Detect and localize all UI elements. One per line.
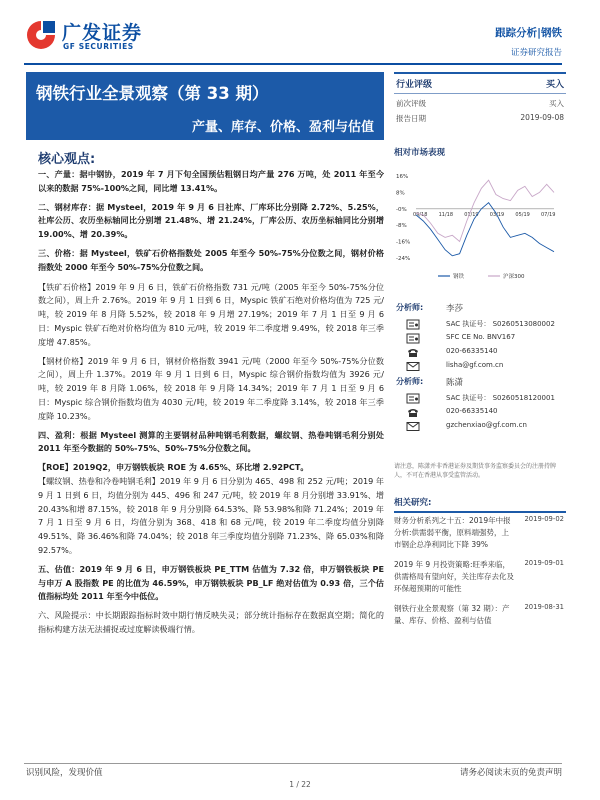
rating-row-label: 前次评级 (396, 99, 426, 108)
rating-row-value: 买入 (549, 99, 564, 108)
analyst-header (394, 300, 566, 318)
core-point-production: 一、产量：据中钢协，2019 年 7 月下旬全国预估粗钢日均产量 276 万吨，处 2011 年至今以来的数据 75%-100%之间，同比增 13.41%。 (38, 169, 384, 193)
analyst-info-text: SAC 执证号： S0260518120001 (446, 394, 555, 402)
report-category-block (495, 25, 562, 58)
analyst-info-row (394, 360, 566, 374)
core-viewpoints-title: 核心观点: (38, 152, 96, 167)
rating-heading-value: 买入 (545, 80, 564, 90)
related-research-item[interactable] (394, 515, 566, 551)
analyst-info-row (394, 406, 566, 420)
analyst-info-row (394, 318, 566, 332)
y-tick-label: -0% (396, 206, 407, 213)
report-title: 钢铁行业全景观察（第 33 期） (36, 84, 269, 103)
x-tick-label: 05/19 (515, 211, 530, 218)
rating-panel (394, 72, 566, 124)
analyst-info-row (394, 392, 566, 406)
report-category: 跟踪分析|钢铁 (495, 27, 562, 39)
report-type: 证券研究报告 (510, 48, 562, 58)
email-icon (406, 361, 420, 372)
certificate-icon (406, 319, 420, 330)
analyst-email[interactable]: gzchenxiao@gf.com.cn (446, 421, 527, 429)
analyst-info-row (394, 332, 566, 346)
analyst-disclaimer: 请注意，陈潇并非香港证券及期货事务监察委员会的注册持牌人，不可在香港从事受监管活动。 (394, 463, 557, 479)
rating-row (394, 109, 566, 124)
related-research-date: 2019-09-02 (524, 515, 564, 523)
rating-row (394, 94, 566, 109)
core-detail-roe: 【ROE】2019Q2，申万钢铁板块 ROE 为 4.65%、环比增 2.92PCT。 (38, 462, 309, 473)
logo-text-cn: 广发证券 (62, 22, 143, 44)
y-tick-label: -8% (396, 223, 407, 230)
analyst-info-text: SAC 执证号： S0260513080002 (446, 320, 555, 328)
core-point-profit: 四、盈利：根据 Mysteel 测算的主要钢材品种吨钢毛利数据，螺纹钢、热卷吨钢毛利分别处 2011 年至今数据的 50%-75%、50%-75%分位数之间。 (38, 429, 384, 454)
y-tick-label: 16% (396, 174, 409, 181)
logo-mark-icon (24, 18, 58, 52)
core-point-price: 三、价格：据 Mysteel，铁矿石价格指数处 2005 年至今 50%-75%分位数之间，钢材价格指数处 2000 年至今 50%-75%分位数之间。 (38, 247, 384, 272)
x-tick-label: 07/19 (541, 211, 556, 218)
core-point-inventory: 二、钢材库存：据 Mysteel，2019 年 9 月 6 日社库、厂库环比分别降 2.72%、5.25%，社库公历、农历坐标轴同比分别增 21.48%、增 21.24%，厂库公历、农历坐标轴同比分别增 19.00%、增 20.39%。 (38, 201, 384, 240)
core-point-risk: 六、风险提示：中长期跟踪指标时效中期行情反映失灵；部分统计指标存在数据真空期；简化的指标构建方法无法捕捉或过度解读极端行情。 (38, 610, 384, 634)
company-logo (24, 18, 174, 54)
analyst-info-text: 020-66335140 (446, 347, 498, 355)
related-research-list (394, 515, 566, 635)
related-research-item[interactable] (394, 603, 566, 627)
y-tick-label: 8% (396, 190, 405, 197)
footer-slogan: 识别风险，发现价值 (26, 768, 103, 778)
rating-header (394, 72, 566, 94)
logo-text-en: GF SECURITIES (63, 42, 134, 51)
analyst-info-row (394, 346, 566, 360)
x-tick-label: 01/19 (464, 211, 479, 218)
analyst-info-row (394, 420, 566, 434)
rating-row-label: 报告日期 (396, 114, 426, 123)
related-research-text: 2019 年 9 月投资策略:旺季来临，供需格局有望向好，关注库存去化及环保超预期的可能性 (394, 560, 514, 593)
page-number: 1 / 22 (289, 780, 311, 789)
rating-heading: 行业评级 (396, 80, 433, 90)
related-research-date: 2019-09-01 (524, 559, 564, 567)
x-tick-label: 09/18 (413, 211, 428, 218)
y-tick-label: -24% (396, 255, 411, 262)
core-viewpoints-body (38, 168, 384, 637)
related-research-text: 钢铁行业全景观察（第 32 期）：产量、库存、价格、盈利与估值 (394, 604, 510, 625)
footer-disclaimer-note: 请务必阅读末页的免责声明 (459, 768, 562, 778)
related-research-date: 2019-08-31 (524, 603, 564, 611)
related-research-item[interactable] (394, 559, 566, 595)
series-line-1 (416, 180, 554, 241)
market-performance-chart (394, 160, 566, 285)
analyst-info-text: 020-66335140 (446, 407, 498, 415)
market-performance-title: 相对市场表现 (394, 148, 446, 158)
x-tick-label: 11/18 (438, 211, 454, 218)
certificate-icon (406, 333, 420, 344)
x-tick-label: 03/19 (489, 211, 505, 218)
analyst-email[interactable]: lisha@gf.com.cn (446, 361, 504, 369)
footer-divider (24, 763, 562, 764)
email-icon (406, 421, 420, 432)
analyst-name: 陈潇 (446, 378, 464, 388)
report-subtitle: 产量、库存、价格、盈利与估值 (191, 120, 374, 135)
analyst-info-text: SFC CE No. BNV167 (446, 333, 516, 341)
report-title-banner (26, 72, 384, 140)
analyst-panel (394, 300, 566, 434)
core-detail-iron-ore: 【铁矿石价格】2019 年 9 月 6 日，铁矿石价格指数 731 元/吨（2005 年至今 50%-75%分位数之间），周上升 2.76%。2019 年 9 月 1 日到 6 日，Myspic 铁矿石绝对价格均值为 725 元/吨，较 2019 年 8 月降 5.52%，较 2018 年 9 月增 27.19%；2019 年 7 月 1 日至 9 月 6 日：Myspic 铁矿石绝对价格均值为 810 元/吨，较 2019 年二季度增 9.49%，较 2018 年三季度增 47.85%。 (38, 281, 384, 347)
analyst-header (394, 374, 566, 392)
series-line-0 (416, 203, 554, 256)
header-divider (24, 63, 562, 65)
phone-icon (406, 347, 420, 358)
related-research-text: 财务分析系列之十五：2019年中报分析:供需弱平衡，原料端强势，上市钢企总净利同比下降 39% (394, 516, 511, 549)
analyst-name: 李莎 (446, 304, 464, 314)
certificate-icon (406, 393, 420, 404)
y-tick-label: -16% (396, 239, 411, 246)
legend-label: 沪深300 (503, 274, 525, 280)
phone-icon (406, 407, 420, 418)
analyst-label: 分析师: (396, 303, 424, 312)
rating-row-value: 2019-09-08 (520, 113, 564, 122)
related-research-title: 相关研究: (394, 496, 566, 513)
legend-label: 钢铁 (453, 274, 465, 280)
core-detail-margin: 【螺纹钢、热卷和冷卷吨钢毛利】2019 年 9 月 6 日分别为 465、498 和 252 元/吨；2019 年 9 月 1 日到 6 日，均值分别为 445、496 和 247 元/吨，较 2019 年 8 月分别增 33.91%、增 20.43%和增 87.15%，较 2018 年 9 月分别降 64.53%、降 53.98%和降 71.24%；2019 年 7 月 1 日至 9 月 6 日，均值分别为 368、418 和 68 元/吨，较 2019 年二季度均值分别降 49.51%、降 36.46%和降 74.04%；较 2018 年三季度均值分别降 71.23%、降 65.03%和降 92.57%。 (38, 475, 384, 555)
core-point-valuation: 五、估值：2019 年 9 月 6 日，申万钢铁板块 PE_TTM 估值为 7.32 倍，申万钢铁板块 PE 与申万 A 股指数 PE 的比值为 46.59%，申万钢铁板块 PB_LF 绝对估值为 0.93 倍，三个估值指标均处 2011 年至今中低位。 (38, 563, 384, 602)
core-detail-steel-price: 【钢材价格】2019 年 9 月 6 日，钢材价格指数 3941 元/吨（2000 年至今 50%-75%分位数之间），周上升 1.37%。2019 年 9 月 1 日到 6 日，Myspic 综合钢价指数均值为 3926 元/吨，较 2019 年 8 月降 1.06%，较 2018 年 9 月降 14.34%；2019 年 7 月 1 日至 9 月 6 日：Myspic 综合钢价指数均值为 4030 元/吨，较 2019 年二季度降 3.14%，较 2018 年三季度降 10.23%。 (38, 355, 384, 421)
analyst-label: 分析师: (396, 377, 424, 386)
